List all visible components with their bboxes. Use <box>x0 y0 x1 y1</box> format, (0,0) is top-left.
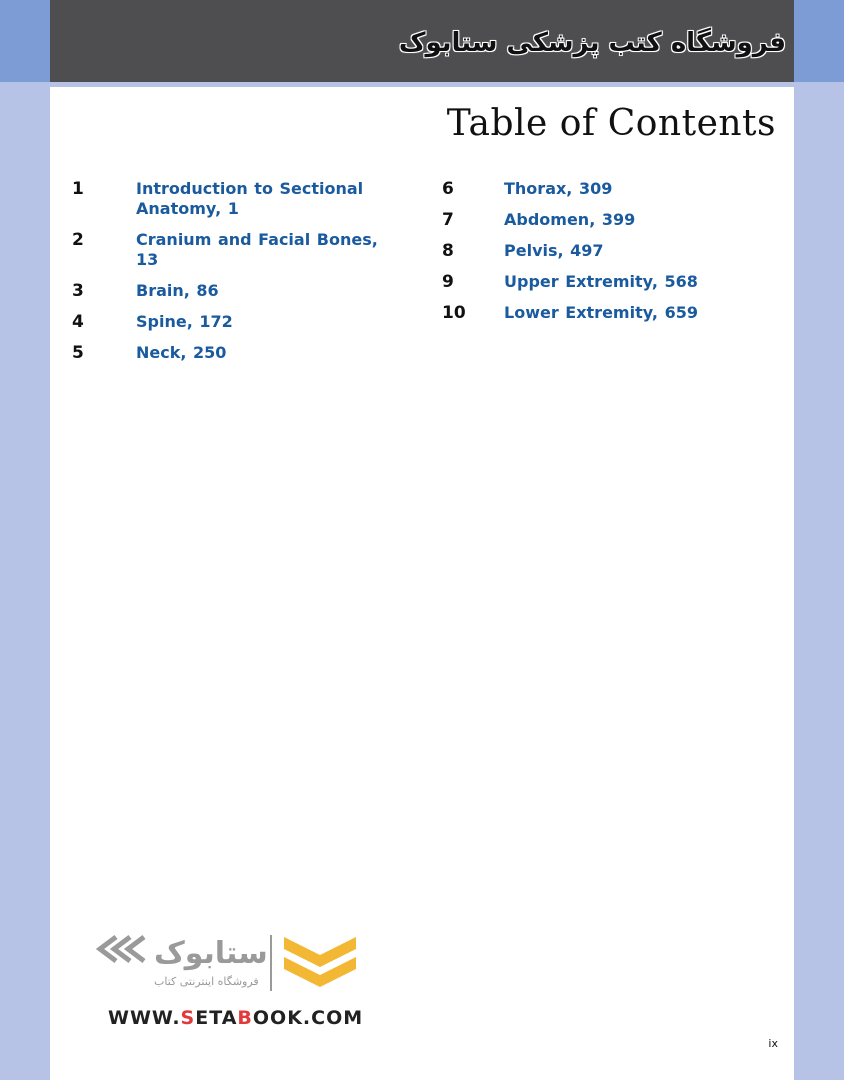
chapter-link[interactable]: Cranium and Facial Bones, 13 <box>136 230 378 269</box>
url-highlight: S <box>180 1007 196 1029</box>
chapter-link[interactable]: Spine, 172 <box>136 312 233 331</box>
chapter-number: 4 <box>72 312 84 332</box>
toc-column-right <box>442 179 772 334</box>
url-prefix: WWW. <box>108 1007 181 1029</box>
chapter-number: 1 <box>72 179 84 199</box>
toc-entry[interactable] <box>72 179 402 219</box>
toc-column-left <box>72 179 402 374</box>
chapter-link[interactable]: Upper Extremity, 568 <box>504 272 698 291</box>
toc-entry[interactable] <box>442 241 772 261</box>
side-strip-right <box>794 0 844 82</box>
store-banner <box>50 0 794 82</box>
chapter-number: 10 <box>442 303 466 323</box>
toc-entry[interactable] <box>72 281 402 301</box>
banner-text: فروشگاه کتب پزشکی ستابوک <box>398 28 786 58</box>
toc-entry[interactable] <box>72 312 402 332</box>
chapter-link[interactable]: Brain, 86 <box>136 281 219 300</box>
chapter-link[interactable]: Thorax, 309 <box>504 179 613 198</box>
toc-entry[interactable] <box>442 179 772 199</box>
chapter-link[interactable]: Introduction to Sectional Anatomy, 1 <box>136 179 364 218</box>
toc-entry[interactable] <box>72 230 402 270</box>
chapter-link[interactable]: Lower Extremity, 659 <box>504 303 698 322</box>
chapter-number: 5 <box>72 343 84 363</box>
chapter-number: 8 <box>442 241 454 261</box>
chapter-number: 3 <box>72 281 84 301</box>
toc-entry[interactable] <box>442 210 772 230</box>
side-strip-left <box>0 0 50 82</box>
url-highlight-2: B <box>237 1007 253 1029</box>
brand-tagline: فروشگاه اینترنتی کتاب <box>154 975 259 988</box>
toc-entry[interactable] <box>442 303 772 323</box>
url-suffix: OOK.COM <box>252 1007 364 1029</box>
page-title: Table of Contents <box>446 103 776 144</box>
document-page <box>50 82 794 1080</box>
toc-entry[interactable] <box>442 272 772 292</box>
chapter-number: 7 <box>442 210 454 230</box>
setabook-logo <box>94 927 364 1047</box>
chapter-link[interactable]: Abdomen, 399 <box>504 210 636 229</box>
chapter-link[interactable]: Pelvis, 497 <box>504 241 604 260</box>
book-chevron-icon <box>284 937 356 987</box>
chevrons-icon <box>100 937 144 961</box>
brand-text: ستابوک <box>154 936 268 971</box>
chapter-number: 9 <box>442 272 454 292</box>
chapter-number: 6 <box>442 179 454 199</box>
chapter-link[interactable]: Neck, 250 <box>136 343 227 362</box>
page-number: ix <box>768 1037 778 1050</box>
chapter-number: 2 <box>72 230 84 250</box>
toc-entry[interactable] <box>72 343 402 363</box>
url-mid: ETA <box>195 1007 238 1029</box>
website-url <box>108 1007 363 1029</box>
logo-divider <box>270 935 272 991</box>
